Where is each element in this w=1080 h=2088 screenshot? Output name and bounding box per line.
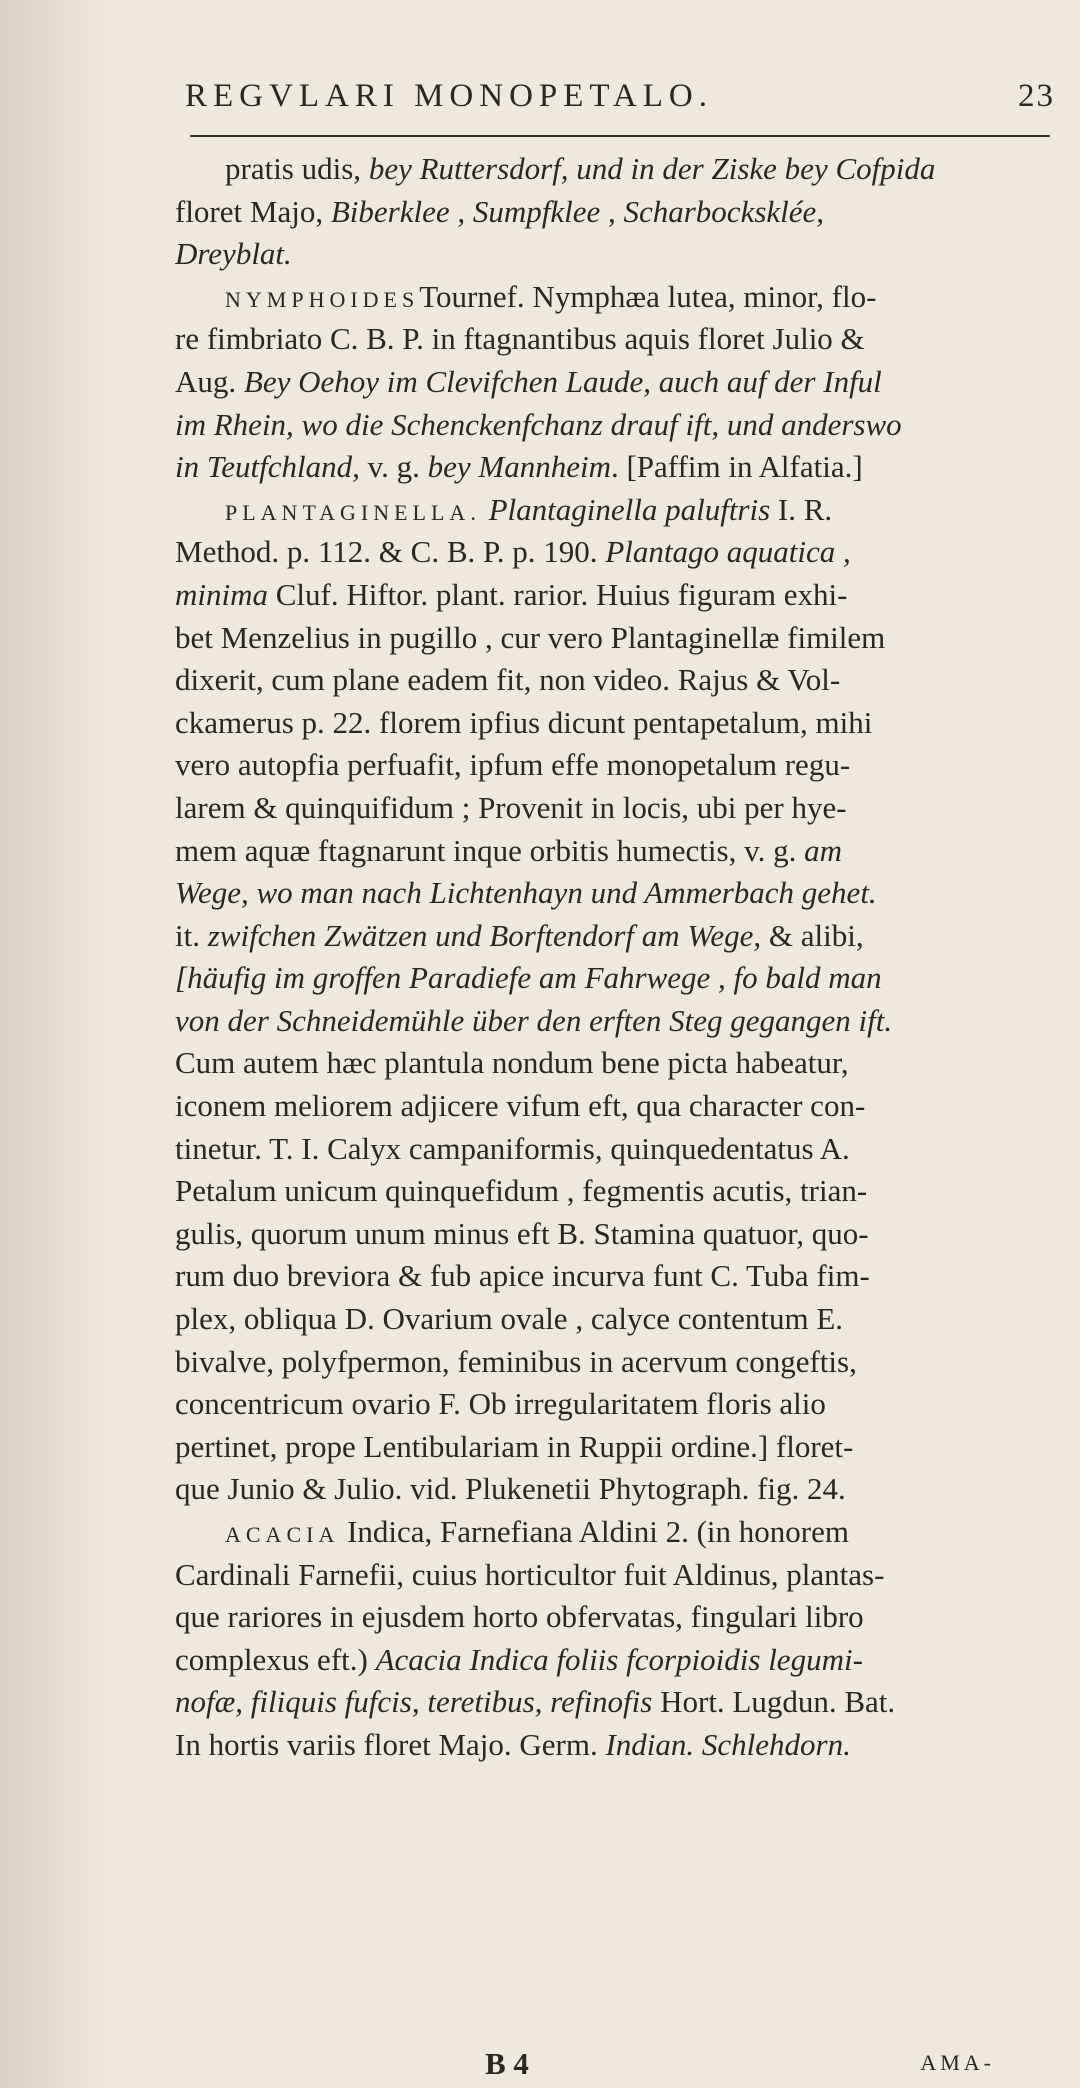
- italic-run: Acacia Indica foliis fcorpioidis legumi-: [375, 1641, 863, 1677]
- italic-run: nofæ, filiquis fufcis, teretibus, refinofis: [175, 1684, 653, 1720]
- text-run: vero autopfia perfuafit, ipfum effe monopetalum regu-: [175, 747, 851, 783]
- entry-name: ACACIA: [225, 1522, 340, 1547]
- text-line: [175, 744, 1055, 787]
- text-line: [175, 574, 1055, 617]
- text-line: [175, 1170, 1055, 1213]
- text-run: In hortis variis floret Majo. Germ.: [175, 1726, 606, 1762]
- italic-run: minima: [175, 576, 268, 612]
- text-run: tinetur. T. I. Calyx campaniformis, quinquedentatus A.: [175, 1130, 850, 1166]
- entry-name: NYMPHOIDES: [225, 286, 420, 312]
- text-run: iconem meliorem adjicere vifum eft, qua character con-: [175, 1088, 866, 1124]
- text-run: . [Paffim in Alfatia.]: [610, 449, 863, 485]
- italic-run: Biberklee , Sumpfklee , Scharbocksklée,: [330, 193, 825, 229]
- text-run: pertinet, prope Lentibulariam in Ruppii ordine.] floret-: [175, 1428, 854, 1464]
- text-run: ckamerus p. 22. florem ipfius dicunt pentapetalum, mihi: [175, 704, 873, 740]
- text-line: [175, 1085, 1055, 1128]
- page-number: 23: [1018, 78, 1055, 114]
- text-line: [175, 1596, 1055, 1639]
- text-line: [175, 318, 1055, 361]
- text-run: bet Menzelius in pugillo , cur vero Plantaginellæ fimilem: [175, 619, 886, 655]
- text-run: dixerit, cum plane eadem fit, non video. Rajus & Vol-: [175, 662, 841, 698]
- text-line: [175, 1128, 1055, 1171]
- header-rule: [190, 135, 1050, 137]
- text-run: plex, obliqua D. Ovarium ovale , calyce contentum E.: [175, 1301, 844, 1337]
- italic-run: im Rhein, wo die Schenckenfchanz drauf ift, und anderswo: [175, 406, 902, 442]
- text-line: [175, 1681, 1055, 1724]
- text-run: & alibi,: [761, 917, 864, 953]
- text-run: floret Majo,: [175, 193, 331, 229]
- italic-run: zwifchen Zwätzen und Borftendorf am Wege,: [207, 917, 762, 953]
- text-line: [175, 702, 1055, 745]
- page-footer: [175, 2046, 1055, 2086]
- text-line: [175, 1213, 1055, 1256]
- text-run: Aug.: [175, 363, 244, 399]
- italic-run: bey Mannheim: [427, 449, 611, 485]
- text-run: [481, 492, 489, 527]
- italic-run: von der Schneidemühle über den erften Steg gegangen ift.: [175, 1002, 893, 1038]
- text-run: Cluf. Hiftor. plant. rarior. Huius figuram exhi-: [268, 576, 848, 612]
- italic-run: am: [804, 832, 842, 868]
- text-line: [175, 276, 1055, 319]
- body-text: [175, 148, 1055, 1767]
- text-run: pratis udis,: [225, 151, 369, 186]
- text-run: larem & quinquifidum ; Provenit in locis, ubi per hye-: [175, 789, 847, 825]
- italic-run: Plantaginella paluftris: [488, 491, 771, 527]
- text-line: [175, 659, 1055, 702]
- text-line: [175, 1468, 1055, 1511]
- text-run: it.: [175, 917, 208, 953]
- text-line: [175, 1298, 1055, 1341]
- text-line: [175, 191, 1055, 234]
- text-line: [175, 531, 1055, 574]
- italic-run: Bey Oehoy im Clevifchen Laude, auch auf der Inful: [243, 363, 882, 399]
- text-line: [175, 1383, 1055, 1426]
- text-run: Cardinali Farnefii, cuius horticultor fuit Aldinus, plantas-: [175, 1556, 885, 1592]
- text-run: Cum autem hæc plantula nondum bene picta habeatur,: [175, 1045, 849, 1081]
- italic-run: in Teutfchland,: [175, 449, 368, 485]
- running-title: REGVLARI MONOPETALO.: [185, 78, 714, 114]
- binding-gutter: [0, 0, 110, 2088]
- text-line: [175, 1426, 1055, 1469]
- text-line: [175, 233, 1055, 276]
- text-line: [175, 404, 1055, 447]
- text-run: Tournef. Nymphæa lutea, minor, flo-: [419, 278, 877, 314]
- text-run: Method. p. 112. & C. B. P. p. 190.: [175, 534, 606, 570]
- catchword: AMA-: [920, 2050, 995, 2075]
- text-run: re fimbriato C. B. P. in ftagnantibus aquis floret Julio &: [175, 321, 865, 357]
- text-run: Petalum unicum quinquefidum , fegmentis acutis, trian-: [175, 1173, 868, 1209]
- text-line: [175, 872, 1055, 915]
- text-run: v. g.: [367, 449, 428, 485]
- text-line: [175, 1554, 1055, 1597]
- text-line: [175, 617, 1055, 660]
- text-line: [175, 1000, 1055, 1043]
- text-run: concentricum ovario F. Ob irregularitatem floris alio: [175, 1386, 826, 1422]
- text-line: [175, 148, 1055, 191]
- page-header: [185, 78, 1055, 128]
- signature-mark: B 4: [485, 2046, 529, 2081]
- text-line: [175, 446, 1055, 489]
- italic-run: Indian. Schlehdorn.: [605, 1726, 851, 1762]
- italic-run: [häufig im groffen Paradiefe am Fahrwege , fo bald man: [175, 960, 882, 996]
- text-run: complexus eft.): [175, 1641, 376, 1677]
- text-line: [175, 1341, 1055, 1384]
- italic-run: Plantago aquatica ,: [605, 534, 851, 570]
- italic-run: Wege, wo man nach Lichtenhayn und Ammerbach gehet.: [175, 875, 877, 911]
- text-run: rum duo breviora & fub apice incurva funt C. Tuba fim-: [175, 1258, 870, 1294]
- text-line: [175, 915, 1055, 958]
- text-run: bivalve, polyfpermon, feminibus in acervum congeftis,: [175, 1343, 857, 1379]
- text-run: Hort. Lugdun. Bat.: [652, 1684, 896, 1720]
- text-line: [175, 1255, 1055, 1298]
- text-line: [175, 1511, 1055, 1554]
- italic-run: Dreyblat.: [175, 236, 292, 272]
- text-line: [175, 830, 1055, 873]
- text-line: [175, 1724, 1055, 1767]
- text-line: [175, 1042, 1055, 1085]
- entry-name: PLANTAGINELLA.: [225, 499, 481, 525]
- text-run: que Junio & Julio. vid. Plukenetii Phytograph. fig. 24.: [175, 1471, 846, 1507]
- italic-run: bey Ruttersdorf, und in der Ziske bey Cofpida: [368, 151, 936, 186]
- text-line: [175, 787, 1055, 830]
- text-line: [175, 361, 1055, 404]
- text-line: [175, 957, 1055, 1000]
- text-line: [175, 489, 1055, 532]
- text-run: que rariores in ejusdem horto obfervatas, fingulari libro: [175, 1599, 864, 1635]
- text-run: mem aquæ ftagnarunt inque orbitis humectis, v. g.: [175, 832, 805, 868]
- text-run: I. R.: [770, 491, 833, 527]
- text-run: Indica, Farnefiana Aldini 2. (in honorem: [339, 1514, 849, 1549]
- text-line: [175, 1639, 1055, 1682]
- text-run: gulis, quorum unum minus eft B. Stamina quatuor, quo-: [175, 1215, 869, 1251]
